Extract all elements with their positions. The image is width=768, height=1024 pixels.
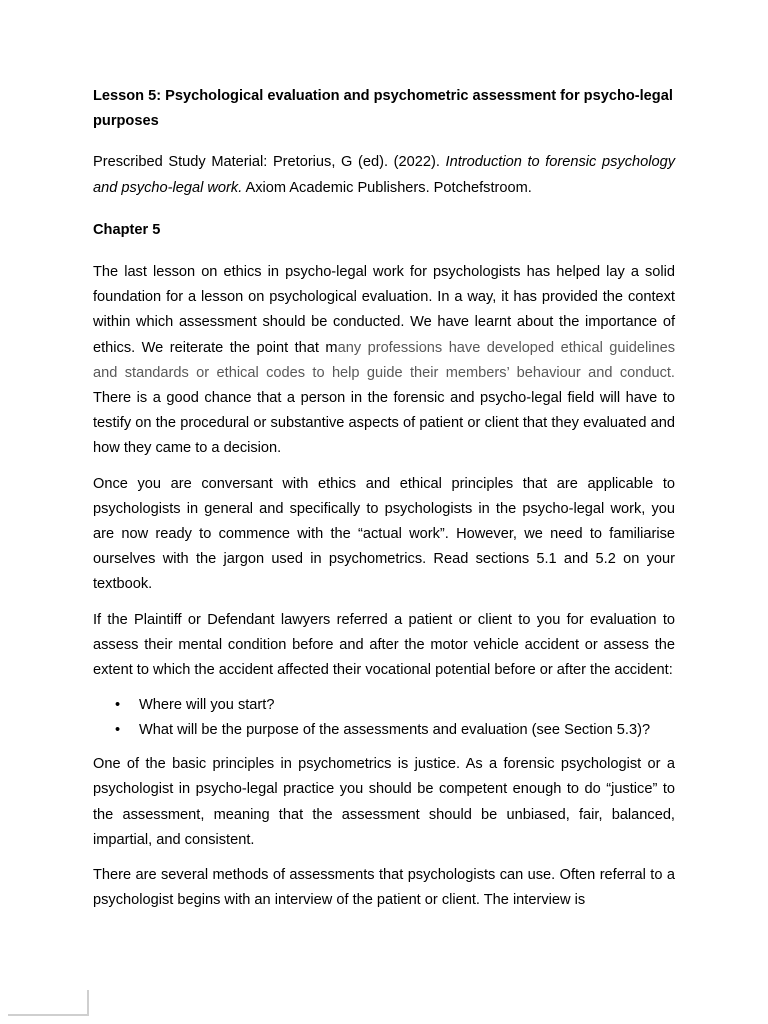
paragraph-justice: One of the basic principles in psychometrics is justice. As a forensic psychologist or a psychologist in psycho-legal practice you should be competent enough to do “justice” to the assessment, meaning that the assessment should be unbiased, fair, balanced, impartial, and consistent. — [93, 756, 675, 848]
list-item-text: Where will you start? — [139, 697, 275, 714]
list-item — [93, 718, 675, 743]
paragraph-ethics-grey: any professions have developed ethical guidelines and standards or ethical codes to help guide their members’ behaviour and conduct. — [93, 339, 675, 381]
paragraph-conversant: Once you are conversant with ethics and ethical principles that are applicable to psychologists in general and specifically to psychologists in the psycho-legal work, you are now ready to commence with the “actual work”. However, we need to familiarise ourselves with the jargon used in psychometrics. Read sections 5.1 and 5.2 on your textbook. — [93, 475, 675, 593]
lesson-title: Lesson 5: Psychological evaluation and psychometric assessment for psycho-legal purposes — [93, 88, 673, 130]
paragraph-ethics-part2: There is a good chance that a person in the forensic and psycho-legal field will have to testify on the procedural or substantive aspects of patient or client that they evaluated and how they came to a decision. — [93, 390, 675, 457]
chapter-heading: Chapter 5 — [93, 221, 161, 238]
list-item-text: What will be the purpose of the assessments and evaluation (see Section 5.3)? — [139, 722, 651, 739]
prescribed-prefix: Prescribed Study Material: Pretorius, G (ed). (2022). — [93, 154, 446, 171]
paragraph-ethics-part1: The last lesson on ethics in psycho-legal work for psychologists has helped lay a solid foundation for a lesson on psychological evaluation. In a way, it has provided the context within which assessment should be conducted. We have learnt about the importance of ethics. We reiterate the point that m — [93, 264, 675, 356]
prescribed-material — [93, 150, 675, 200]
list-item — [93, 693, 675, 718]
paragraph-referral: If the Plaintiff or Defendant lawyers referred a patient or client to you for evaluation to assess their mental condition before and after the motor vehicle accident or assess the extent to which the accident affected their vocational potential before or after the accident: — [93, 611, 675, 679]
paragraph-methods: There are several methods of assessments that psychologists can use. Often referral to a psychologist begins with an interview of the patient or client. The interview is — [93, 867, 675, 909]
prescribed-suffix: Axiom Academic Publishers. Potchefstroom. — [242, 179, 532, 196]
bullet-icon: • — [115, 722, 121, 739]
paragraph-ethics — [93, 260, 675, 462]
question-list — [93, 693, 675, 743]
document-page — [93, 84, 675, 923]
prescribed-book-title: Introduction to forensic psychology and psycho-legal work. — [93, 154, 675, 196]
bullet-icon: • — [115, 697, 121, 714]
page-corner-mark — [8, 990, 89, 1016]
